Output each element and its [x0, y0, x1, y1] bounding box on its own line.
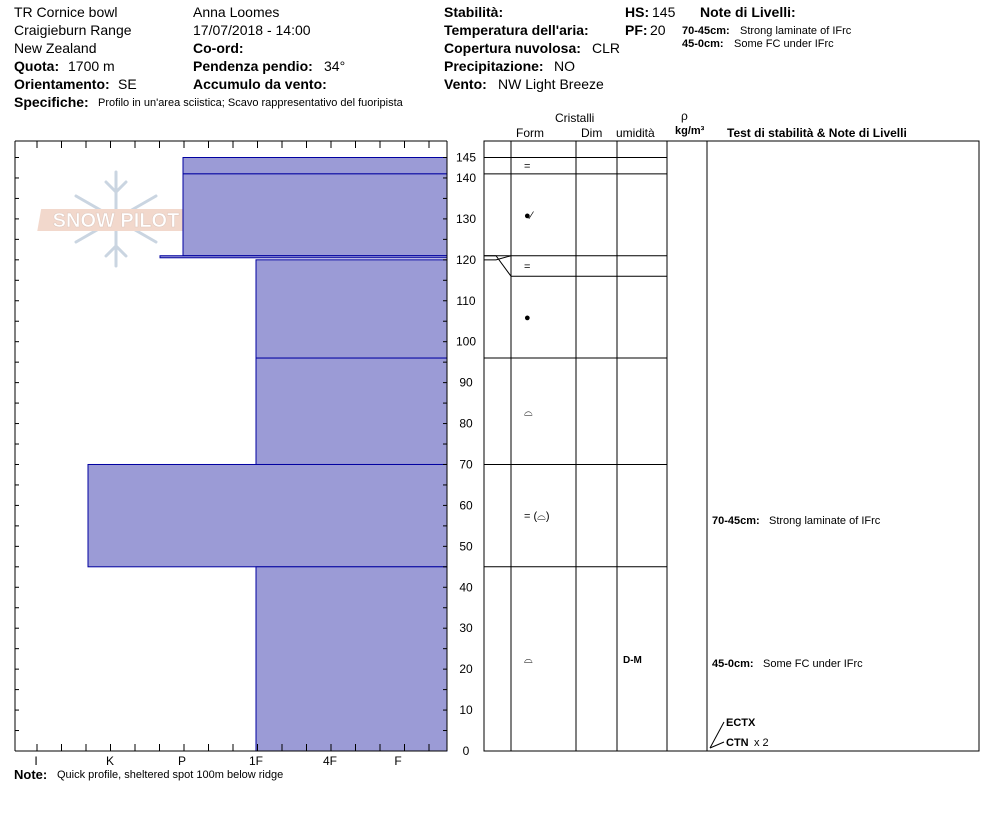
density-unit-header: kg/m³ — [675, 125, 705, 137]
stability-test-arrow — [710, 722, 724, 748]
specifics-value: Profilo in un'area sciistica; Scavo rappresentativo del fuoripista — [98, 97, 403, 109]
hardness-tick-label: I — [34, 754, 38, 768]
cloud-label: Copertura nuvolosa: — [444, 40, 581, 56]
hardness-tick-label: 1F — [248, 754, 264, 768]
quota-label: Quota: — [14, 58, 60, 74]
stability-test-count: x 2 — [754, 737, 769, 749]
stability-test-label: CTN — [726, 737, 749, 749]
depth-connector — [484, 256, 511, 276]
hardness-bar — [256, 358, 447, 464]
depth-tick-label: 30 — [459, 621, 473, 636]
specifics-label: Specifiche: — [14, 94, 89, 110]
depth-tick-label: 140 — [455, 170, 477, 185]
dim-header: Dim — [581, 126, 603, 140]
hardness-tick-label: P — [177, 754, 187, 768]
humidity-header: umidità — [616, 126, 655, 140]
depth-tick-label: 80 — [459, 416, 473, 431]
depth-tick-label: 120 — [455, 252, 477, 267]
crystals-header: Cristalli — [555, 111, 595, 125]
orientation-label: Orientamento: — [14, 76, 110, 92]
hardness-bar — [160, 256, 447, 258]
observation-datetime: 17/07/2018 - 14:00 — [193, 22, 311, 38]
air-temp-label: Temperatura dell'aria: — [444, 22, 589, 38]
hardness-bar — [256, 260, 447, 358]
hardness-tick-label: F — [394, 754, 402, 768]
hardness-bar — [88, 464, 447, 566]
precip-value: NO — [554, 58, 575, 74]
humidity-value: D-M — [623, 654, 642, 666]
cloud-value: CLR — [592, 40, 621, 56]
note-text: Some FC under IFrc — [734, 38, 834, 50]
coord-label: Co-ord: — [193, 40, 244, 56]
crystal-form-symbol: ⌓ — [524, 406, 533, 419]
layer-note-text: Some FC under IFrc — [763, 658, 863, 670]
quota-value: 1700 m — [68, 58, 115, 74]
layer-table — [484, 141, 979, 751]
hardness-bar — [183, 158, 447, 174]
crystal-form-symbol: = — [524, 160, 531, 173]
hs-value: 145 — [652, 4, 676, 20]
hardness-bar — [183, 174, 447, 256]
logo-text: SNOW PILOT — [52, 210, 180, 232]
precip-label: Precipitazione: — [444, 58, 544, 74]
depth-tick-label: 130 — [455, 211, 477, 226]
depth-tick-label: 145 — [455, 150, 477, 165]
range-name: Craigieburn Range — [14, 22, 132, 38]
pf-value: 20 — [650, 22, 666, 38]
layer-note-text: Strong laminate of IFrc — [769, 515, 881, 527]
wind-value: NW Light Breeze — [498, 76, 604, 92]
note-range: 70-45cm: — [682, 25, 730, 37]
hardness-profile — [88, 158, 447, 752]
hardness-tick-label: 4F — [322, 754, 338, 768]
crystal-form-symbol: = (⌓) — [524, 510, 550, 523]
orientation-value: SE — [118, 76, 137, 92]
location-name: TR Cornice bowl — [14, 4, 118, 20]
snowpilot-logo — [37, 172, 193, 266]
depth-tick-label: 90 — [459, 375, 473, 390]
depth-tick-label: 20 — [459, 662, 473, 677]
depth-tick-label: 100 — [455, 334, 477, 349]
stability-test-label: ECTX — [726, 717, 756, 729]
depth-tick-label: 50 — [459, 539, 473, 554]
notes-title: Note di Livelli: — [700, 4, 796, 20]
observer-name: Anna Loomes — [193, 4, 280, 20]
crystal-form-symbol: = — [524, 260, 531, 273]
slope-value: 34° — [324, 58, 346, 74]
hardness-tick-label: K — [105, 754, 115, 768]
note-range: 45-0cm: — [682, 38, 724, 50]
note-text: Strong laminate of IFrc — [740, 25, 852, 37]
crystal-form-symbol: ●⁄ — [524, 209, 533, 222]
depth-tick-label: 0 — [462, 744, 470, 758]
pf-label: PF: — [625, 22, 648, 38]
form-header: Form — [516, 126, 544, 140]
crystal-form-symbol: ⌓ — [524, 653, 533, 666]
footer-note-value: Quick profile, sheltered spot 100m below ridge — [57, 769, 284, 781]
footer-note-label: Note: — [14, 767, 48, 782]
depth-tick-label: 110 — [456, 293, 476, 308]
stability-header: Test di stabilità & Note di Livelli — [727, 126, 907, 140]
slope-label: Pendenza pendio: — [193, 58, 313, 74]
wind-load-label: Accumulo da vento: — [193, 76, 327, 92]
layer-note-range: 45-0cm: — [712, 658, 754, 670]
table-frame — [484, 141, 979, 751]
depth-tick-label: 10 — [459, 703, 473, 718]
layer-note-range: 70-45cm: — [712, 515, 760, 527]
rho-header: ρ — [681, 109, 688, 123]
depth-tick-label: 70 — [459, 457, 473, 472]
crystal-form-symbol: ● — [524, 312, 531, 325]
depth-tick-label: 60 — [459, 498, 473, 513]
stability-label: Stabilità: — [444, 4, 504, 20]
country-name: New Zealand — [14, 40, 97, 56]
wind-label: Vento: — [444, 76, 487, 92]
hs-label: HS: — [625, 4, 650, 20]
depth-tick-label: 40 — [459, 580, 473, 595]
hardness-bar — [256, 567, 447, 751]
